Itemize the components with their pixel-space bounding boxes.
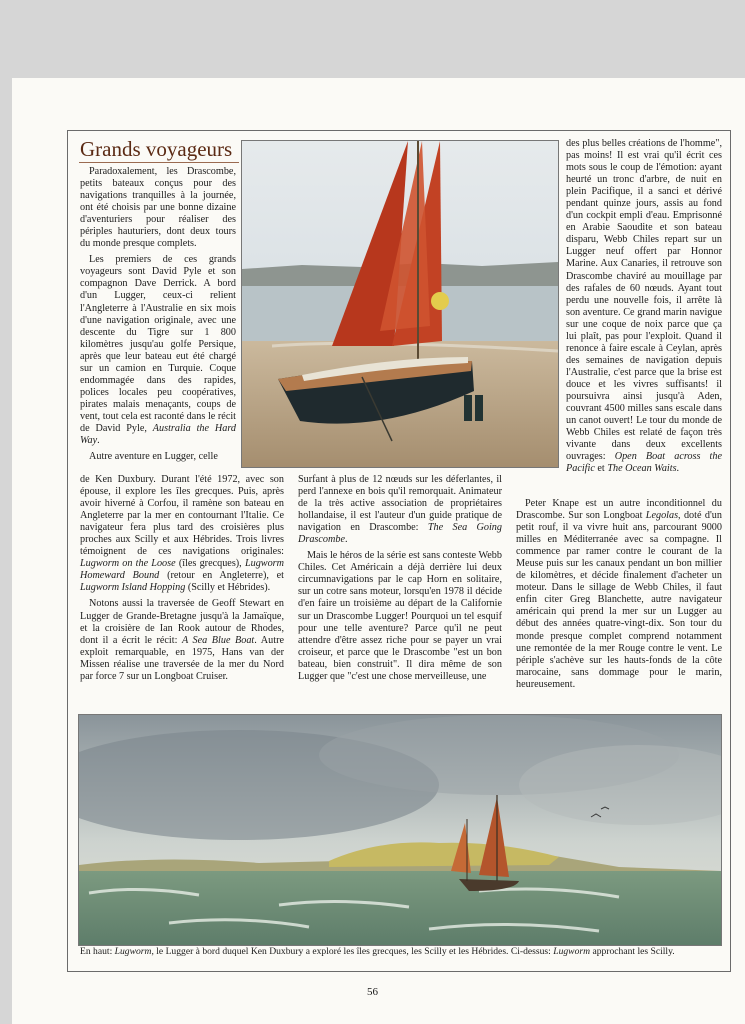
book-title: Lugworm Homeward Bound [80, 558, 285, 582]
book-title: The Ocean Waits [607, 463, 677, 475]
book-title: Australia the Hard Way [80, 422, 237, 447]
photo-lugworm-beach [241, 140, 559, 468]
page-number: 56 [367, 986, 378, 998]
boat-name: Legolas [645, 510, 679, 522]
book-title: A Sea Blue Boat [181, 634, 255, 646]
stewart-paragraph: Notons aussi la traversée de Geoff Stewart en Lugger de Grande-Bretagne jusqu'à la Jamaïque, et la croisière de Ian Rook autour de Rhodes, dont il a écrit le récit: A Sea Blue Boat. Autre exploit remarquable, en 1975, Hans van der Missen réalise une traversée de la mer du Nord par force 7 sur un Longboat Cruiser. [80, 598, 284, 682]
watercolor-illustration [79, 715, 721, 945]
photo-illustration [242, 141, 558, 467]
book-title: Open Boat across the Pacific [566, 451, 723, 475]
duxbury-intro: Autre aventure en Lugger, celle [89, 451, 218, 463]
column-left-upper [80, 166, 236, 467]
column-right-lower [516, 498, 722, 695]
duxbury-paragraph: de Ken Duxbury. Durant l'été 1972, avec son épouse, il explore les îles grecques. Puis, après avoir hiverné à Corfou, il ramène son bateau en Angleterre par la mer en contournant l'Italie. Ce navigateur fera plus tard des croisières plus proches aux Scilly et aux Hébrides. Trois livres témoignent de ces navigations originales: Lugworm on the Loose (îles grecques), Lugworm Homeward Bound (retour en Angleterre), et Lugworm Island Hopping (Scilly et Hébrides). [80, 474, 285, 594]
figure-caption: En haut: Lugworm, le Lugger à bord duquel Ken Duxbury a exploré les îles grecques, les Scilly et les Hébrides. Ci-dessus: Lugworm approchant les Scilly. [80, 946, 675, 957]
knape-paragraph: Peter Knape est un autre inconditionnel du Drascombe. Sur son Longboat Legolas, doté d'un petit rouf, il va vivre huit ans, parcourant 9000 milles en Méditerranée avec sa compagne. Il commence par ramer contre le courant de la Meuse puis sur les canaux pendant un bon millier de kilomètres, et décide finalement d'acheter un moteur. Dans le sillage de Webb Chiles, il faut enfin citer Greg Blanchette, autre navigateur américain qui prend la mer sur un Lugger au début des années quatre-vingt-dix. Son tour du monde presque complet comprend notamment une remontée de la mer Rouge contre le vent. Le périple s'achève sur les hauts-fonds de la côte marocaine, sans dommage pour le marin, heureusement. [516, 498, 722, 690]
title-rule [79, 162, 239, 163]
column-middle-lower [298, 474, 502, 687]
pyle-paragraph: Les premiers de ces grands voyageurs sont David Pyle et son compagnon Dave Derrick. A bord d'un Lugger, ceux-ci relient l'Angleterre à l'Australie en six mois d'une navigation originale, avec une descente du Tigre sur 1 800 kilomètres jusqu'au golfe Persique, après que leur bateau eut été chargé sur un camion en Turquie. Coque endommagée dans des rapides, polices locales peu coopératives, pirates malais menaçants, coups de vent, tout cela est raconté dans le récit de David Pyle, Australia the Hard Way. [80, 254, 237, 447]
book-title: The Sea Going Drascombe [298, 522, 502, 546]
chiles-continued: des plus belles créations de l'homme", pas moins! Il est vrai qu'il écrit ces mots sous le coup de l'émotion: ayant heurté un tronc d'arbre, de nuit en plein Pacifique, il a sanci et dérivé pendant quinze jours, assis au fond d'un cockpit empli d'eau. Emprisonné en Arabie Saoudite et son bateau disparu, Webb Chiles repart sur un Lugger neuf offert par Honnor Marine. Aux Canaries, il retrouve son Drascombe chaviré au mouillage par des rafales de 60 nœuds. Ayant tout perdu une nouvelle fois, il arrête là son aventure. Ce grand marin navigue sur une coque de noix parce que ça lui plaît, pas pour l'exploit. Quand il renonce à faire escale à Ceylan, après des semaines de navigation depuis l'Australie, c'est parce que la brise est douce et les vivres suffisants! il poursuivra ainsi jusqu'à Aden, couvrant 4500 milles sans escale dans un canot ouvert! Le tour du monde de Webb Chiles est relaté de façon très vivante dans deux excellents ouvrages: Open Boat across the Pacific et The Ocean Waits. [566, 138, 723, 475]
boat-name: Lugworm [553, 946, 591, 957]
missen-paragraph: Surfant à plus de 12 nœuds sur les déferlantes, il perd l'annexe en bois qu'il remorquait. Animateur de la très active association de propriétaires hollandaise, il est l'auteur d'un guide pratique de navigation en Drascombe: The Sea Going Drascombe. [298, 474, 502, 546]
chiles-paragraph: Mais le héros de la série est sans conteste Webb Chiles. Cet Américain a déjà derrière lui deux circumnavigations par le cap Horn en solitaire, sur un cotre sans moteur, lorsqu'en 1978 il décide d'en faire un troisième au départ de la Californie sur un Drascombe Lugger! Pourquoi un tel esquif pour une telle aventure? Parce qu'il ne peut attendre d'être assez riche pour se payer un vrai croiseur, et parce que le Drascombe "est un bon bateau, bien construit". Il dira même de son Lugger que "c'est une chose merveilleuse, une [298, 550, 502, 682]
boat-name: Lugworm [114, 946, 152, 957]
column-right [566, 138, 722, 479]
column-left-lower [80, 474, 284, 687]
intro-paragraph: Paradoxalement, les Drascombe, petits bateaux conçus pour des navigations tranquilles à la journée, ont été choisis par une bonne dizaine d'aventuriers pour réaliser des périples hauturiers, dont deux tours du monde presque complets. [80, 166, 236, 250]
book-title: Lugworm on the Loose [80, 558, 176, 570]
article-title: Grands voyageurs [80, 137, 233, 161]
watercolor-lugworm-scilly [78, 714, 722, 946]
book-title: Lugworm Island Hopping [80, 582, 186, 594]
